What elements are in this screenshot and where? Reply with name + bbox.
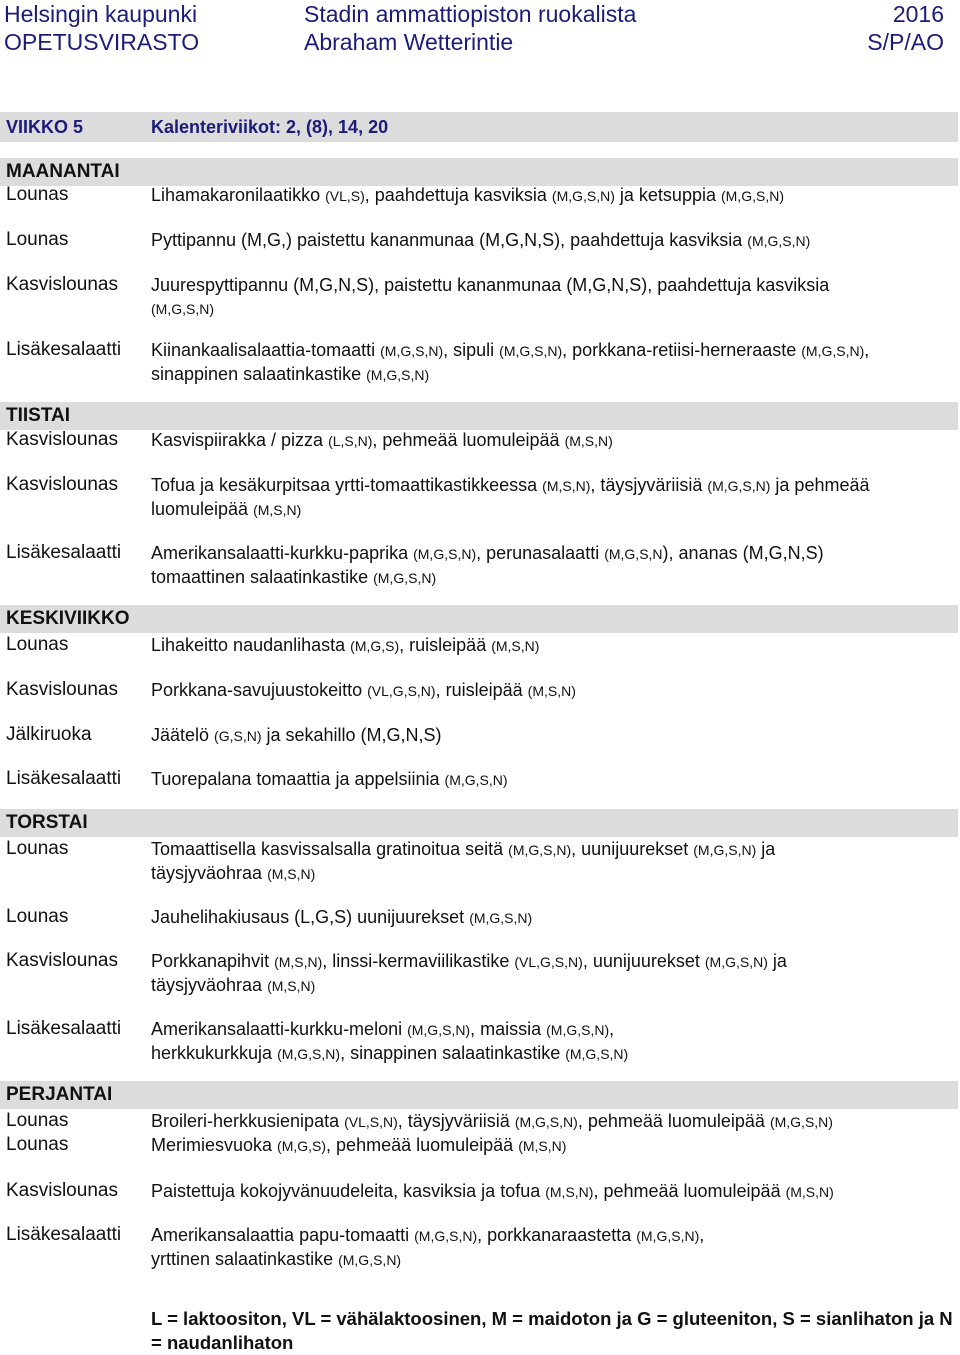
day-header-tuesday	[0, 402, 958, 430]
meal-label: Lounas	[6, 1134, 69, 1155]
diet-code: (M,G,S,N)	[707, 478, 771, 494]
dish-text: ,	[864, 340, 870, 360]
dish-text: , täysjyväriisiä	[590, 475, 708, 495]
dish-text: , ruisleipää	[435, 680, 528, 700]
day-name: TORSTAI	[6, 812, 88, 833]
meal-label: Lounas	[6, 634, 69, 655]
dish-text: täysjyväohraa	[151, 975, 268, 995]
dish-text: , porkkanaraastetta	[477, 1225, 637, 1245]
diet-code: (M,G,S,N)	[413, 546, 477, 562]
diet-code: (M,G,S,N)	[801, 343, 865, 359]
meal-label: Lounas	[6, 229, 69, 250]
dish-text: luomuleipää	[151, 499, 254, 519]
diet-code: (VL,S)	[325, 188, 365, 204]
diet-code: (M,G,S,N)	[508, 842, 572, 858]
meal-label: Lisäkesalaatti	[6, 1018, 122, 1039]
diet-code: (M,G,S,N)	[769, 1114, 833, 1130]
dish-text: ja sekahillo (M,G,N,S)	[261, 725, 442, 745]
diet-code: (M,G,S,N)	[338, 1252, 402, 1268]
day-name: KESKIVIIKKO	[6, 608, 130, 629]
dish-text: Amerikansalaatti-kurkku-paprika	[151, 543, 414, 563]
diet-code: (M,G,S,N)	[373, 570, 437, 586]
dish-text: Tofua ja kesäkurpitsaa yrtti-tomaattikastikkeessa	[151, 475, 543, 495]
dish-text: , sipuli	[443, 340, 500, 360]
dish-text: , pehmeää luomuleipää	[372, 430, 565, 450]
dish-text: Kasvispiirakka / pizza	[151, 430, 329, 450]
dish-text: Amerikansalaattia papu-tomaatti	[151, 1225, 415, 1245]
menu-item	[151, 274, 951, 321]
dish-text: , uunijuurekset	[571, 839, 694, 859]
day-name: TIISTAI	[6, 405, 71, 426]
dish-text: , maissia	[470, 1019, 547, 1039]
dish-text: Amerikansalaatti-kurkku-meloni	[151, 1019, 408, 1039]
dish-text: Merimiesvuoka	[151, 1135, 278, 1155]
dish-text: , pehmeää luomuleipää	[593, 1181, 786, 1201]
menu-item	[151, 339, 951, 387]
diet-code: (VL,S,N)	[344, 1114, 398, 1130]
menu-title: Stadin ammattiopiston ruokalista	[304, 1, 637, 27]
menu-item	[151, 634, 951, 658]
dish-text: , paahdettuja kasviksia	[364, 185, 552, 205]
calendar-weeks: Kalenteriviikot: 2, (8), 14, 20	[151, 117, 389, 137]
dish-text: Broileri-herkkusienipata	[151, 1111, 345, 1131]
year: 2016	[892, 1, 944, 27]
diet-code: (M,G,S)	[277, 1138, 327, 1154]
dish-text: yrttinen salaatinkastike	[151, 1249, 339, 1269]
meal-label: Lisäkesalaatti	[6, 542, 122, 563]
diet-code: (M,G,S,N)	[499, 343, 563, 359]
menu-item	[151, 838, 951, 886]
dish-text: , ruisleipää	[399, 635, 492, 655]
dish-text: Jäätelö	[151, 725, 215, 745]
dish-text: Jauhelihakiusaus (L,G,S) uunijuurekset	[151, 907, 470, 927]
diet-code: (M,S,N)	[542, 478, 591, 494]
dish-text: ), ananas (M,G,N,S)	[662, 543, 824, 563]
menu-item	[151, 1110, 951, 1134]
menu-item	[151, 1224, 951, 1272]
dish-text: , uunijuurekset	[582, 951, 705, 971]
dish-text: Paistettuja kokojyvänuudeleita, kasviksia ja tofua	[151, 1181, 546, 1201]
meal-label: Kasvislounas	[6, 950, 118, 971]
menu-item	[151, 429, 951, 453]
allergen-legend: L = laktoositon, VL = vähälaktoosinen, M = maidoton ja G = gluteeniton, S = sianlihaton ja N = naudanlihaton	[151, 1308, 953, 1353]
dish-text: , linssi-kermaviilikastike	[322, 951, 515, 971]
city-name: Helsingin kaupunki	[4, 1, 198, 27]
menu-item	[151, 724, 951, 748]
dish-text: täysjyväohraa	[151, 863, 268, 883]
diet-code: (M,G,S,N)	[469, 910, 533, 926]
diet-code: (VL,G,S,N)	[514, 954, 583, 970]
diet-code: (M,G,S,N)	[551, 188, 615, 204]
dish-text: ,	[609, 1019, 615, 1039]
diet-code: (M,G,S,N)	[277, 1046, 341, 1062]
diet-code: (M,G,S,N)	[514, 1114, 578, 1130]
meal-label: Lisäkesalaatti	[6, 1224, 122, 1245]
dish-text: Porkkanapihvit	[151, 951, 275, 971]
dish-text: ja ketsuppia	[614, 185, 721, 205]
diet-code: (VL,G,S,N)	[367, 683, 436, 699]
menu-item	[151, 906, 951, 930]
dish-text: , täysjyväriisiä	[397, 1111, 515, 1131]
dish-text: , pehmeää luomuleipää	[326, 1135, 519, 1155]
menu-item	[151, 950, 951, 998]
menu-item	[151, 229, 951, 253]
dish-text: , sinappinen salaatinkastike	[340, 1043, 566, 1063]
meal-label: Kasvislounas	[6, 1180, 118, 1201]
menu-item	[151, 474, 951, 522]
dish-text: Tuorepalana tomaattia ja appelsiinia	[151, 769, 445, 789]
dish-text: , porkkana-retiisi-herneraaste	[562, 340, 802, 360]
diet-code: (M,G,S,N)	[704, 954, 768, 970]
dish-text: sinappinen salaatinkastike	[151, 364, 367, 384]
diet-code: (M,G,S,N	[604, 546, 663, 562]
menu-item	[151, 679, 951, 703]
diet-code: (M,S,N)	[267, 978, 316, 994]
location-code: S/P/AO	[867, 29, 944, 55]
document-header	[4, 0, 944, 56]
dish-text: Tomaattisella kasvissalsalla gratinoitua seitä	[151, 839, 509, 859]
dish-text: , perunasalaatti	[476, 543, 605, 563]
dish-text: Porkkana-savujuustokeitto	[151, 680, 368, 700]
meal-label: Lounas	[6, 906, 69, 927]
diet-code: (M,S,N)	[527, 683, 576, 699]
menu-item	[151, 768, 951, 792]
dish-text: herkkukurkkuja	[151, 1043, 278, 1063]
meal-label: Jälkiruoka	[6, 724, 92, 745]
dish-text: Lihamakaronilaatikko	[151, 185, 326, 205]
day-name: PERJANTAI	[6, 1084, 113, 1105]
diet-code: (M,S,N)	[267, 866, 316, 882]
diet-code: (G,S,N)	[214, 728, 262, 744]
diet-code: (M,S,N)	[491, 638, 540, 654]
diet-code: (L,S,N)	[328, 433, 373, 449]
meal-label: Lisäkesalaatti	[6, 339, 122, 360]
dish-text: tomaattinen salaatinkastike	[151, 567, 374, 587]
diet-code: (M,G,S,N)	[546, 1022, 610, 1038]
day-name: MAANANTAI	[6, 161, 120, 182]
dish-text: Kiinankaalisalaattia-tomaatti	[151, 340, 381, 360]
diet-code: (M,G,S,N)	[366, 367, 430, 383]
diet-code: (M,G,S,N)	[414, 1228, 478, 1244]
meal-label: Lounas	[6, 184, 69, 205]
day-header-thursday	[0, 809, 958, 837]
diet-code: (M,G,S,N)	[565, 1046, 629, 1062]
meal-label: Kasvislounas	[6, 274, 118, 295]
dish-text: ,	[699, 1225, 705, 1245]
diet-code: (M,G,S,N)	[444, 772, 508, 788]
menu-item	[151, 184, 951, 208]
diet-code: (M,S,N)	[274, 954, 323, 970]
department-name: OPETUSVIRASTO	[4, 29, 200, 55]
week-label: VIIKKO 5	[6, 117, 84, 137]
diet-code: (M,G,S,N)	[636, 1228, 700, 1244]
school-location: Abraham Wetterintie	[304, 29, 514, 55]
diet-code: (M,G,S,N)	[747, 233, 811, 249]
dish-text: ja	[767, 951, 787, 971]
menu-item	[151, 1134, 951, 1158]
menu-item	[151, 1180, 951, 1204]
menu-item	[151, 1018, 951, 1066]
meal-label: Kasvislounas	[6, 679, 118, 700]
meal-label: Lounas	[6, 838, 69, 859]
diet-code: (M,G,S,N)	[720, 188, 784, 204]
diet-code: (M,S,N)	[253, 502, 302, 518]
day-header-monday	[0, 158, 958, 186]
diet-code: (M,S,N)	[545, 1184, 594, 1200]
day-header-friday	[0, 1081, 958, 1109]
diet-code: (M,G,S,N)	[407, 1022, 471, 1038]
diet-code: (M,S,N)	[518, 1138, 567, 1154]
diet-code: (M,G,S)	[350, 638, 400, 654]
dish-text: ja	[756, 839, 776, 859]
dish-text: , pehmeää luomuleipää	[577, 1111, 770, 1131]
diet-code: (M,G,S,N)	[693, 842, 757, 858]
diet-code: (M,S,N)	[785, 1184, 834, 1200]
meal-label: Lisäkesalaatti	[6, 768, 122, 789]
diet-code: (M,G,S,N)	[380, 343, 444, 359]
dish-text: Pyttipannu (M,G,) paistettu kananmunaa (M,G,N,S), paahdettuja kasviksia	[151, 230, 748, 250]
meal-label: Kasvislounas	[6, 429, 118, 450]
dish-text: Lihakeitto naudanlihasta	[151, 635, 351, 655]
meal-label: Kasvislounas	[6, 474, 118, 495]
dish-text: ja pehmeää	[770, 475, 870, 495]
week-bar	[0, 112, 958, 142]
menu-item	[151, 542, 951, 590]
meal-label: Lounas	[6, 1110, 69, 1131]
dish-text: Juurespyttipannu (M,G,N,S), paistettu kananmunaa (M,G,N,S), paahdettuja kasviksia	[151, 275, 830, 295]
day-header-wednesday	[0, 605, 958, 633]
diet-code: (M,S,N)	[564, 433, 613, 449]
diet-code: (M,G,S,N)	[151, 301, 214, 317]
